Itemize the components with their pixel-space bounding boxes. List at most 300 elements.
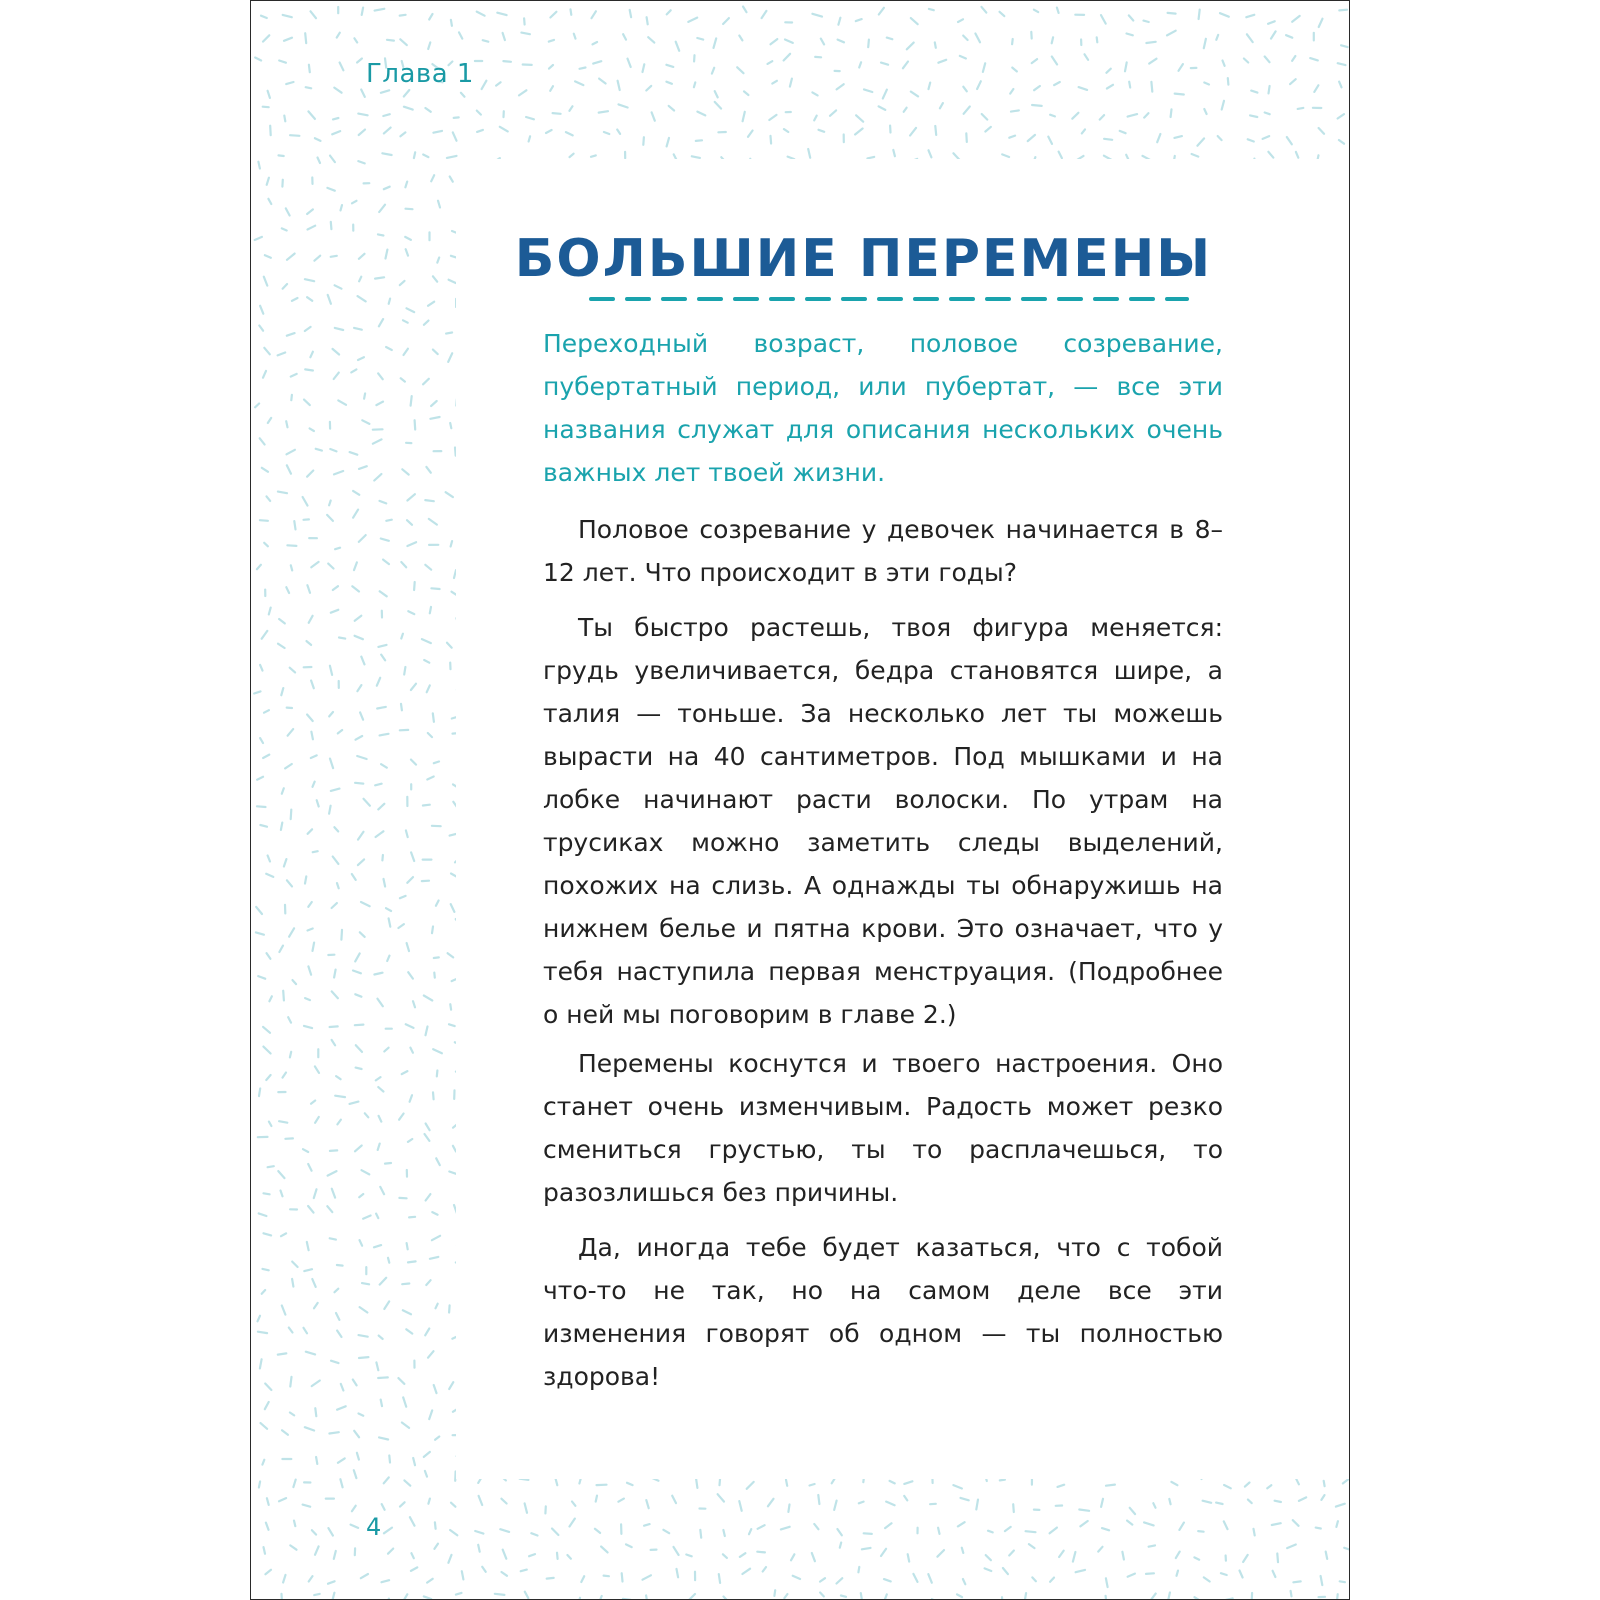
pattern-dash xyxy=(712,68,714,74)
pattern-dash xyxy=(304,1026,312,1028)
pattern-dash xyxy=(352,586,359,591)
pattern-dash xyxy=(862,1548,871,1549)
pattern-dash xyxy=(405,237,411,240)
pattern-dash xyxy=(380,1278,387,1285)
pattern-dash xyxy=(331,610,339,613)
pattern-dash xyxy=(333,586,338,590)
pattern-dash xyxy=(451,20,452,26)
pattern-dash xyxy=(1272,1523,1281,1525)
pattern-dash xyxy=(385,1163,391,1164)
pattern-dash xyxy=(599,111,608,112)
pattern-dash xyxy=(318,158,321,164)
pattern-dash xyxy=(958,19,963,22)
pattern-dash xyxy=(374,1245,381,1247)
pattern-dash xyxy=(380,734,389,736)
pattern-dash xyxy=(1000,1480,1005,1481)
body-paragraph-2: Ты быстро растешь, твоя фигура меняется: грудь увеличивается, бедра становятся шире, а талия — тоньше. За несколько лет ты можешь вырасти на 40 сантиметров. Под мышками и на лобке начинают расти волоски. По утрам на трусиках можно заметить следы выделений, похожих на слизь. А однажды ты обнаружишь на нижнем белье и пятна крови. Это означает, что у тебя наступила первая менструация. (Подробнее о ней мы поговорим в главе 2.) xyxy=(543,613,1223,1029)
pattern-dash xyxy=(838,18,840,25)
pattern-dash xyxy=(904,108,907,112)
pattern-dash xyxy=(840,1543,841,1548)
pattern-dash xyxy=(502,1572,508,1576)
pattern-dash xyxy=(599,79,606,84)
pattern-dash xyxy=(350,1102,359,1104)
pattern-dash xyxy=(547,1578,554,1579)
pattern-dash xyxy=(258,976,265,979)
pattern-dash xyxy=(841,1596,846,1597)
pattern-dash xyxy=(259,1482,260,1488)
pattern-dash xyxy=(1287,137,1292,144)
pattern-dash xyxy=(357,685,361,691)
pattern-dash xyxy=(365,1113,369,1117)
pattern-dash xyxy=(622,1573,623,1581)
pattern-dash xyxy=(672,1496,676,1503)
pattern-dash xyxy=(666,65,673,67)
pattern-dash xyxy=(503,1550,507,1559)
pattern-dash xyxy=(378,1087,383,1091)
pattern-dash xyxy=(330,1238,336,1239)
pattern-dash xyxy=(257,777,263,780)
pattern-dash xyxy=(278,644,285,648)
pattern-dash xyxy=(986,1555,991,1560)
pattern-dash xyxy=(279,1121,287,1123)
pattern-dash xyxy=(450,423,451,428)
pattern-dash xyxy=(1204,1577,1210,1581)
pattern-dash xyxy=(356,736,363,740)
pattern-dash xyxy=(742,1569,750,1574)
pattern-dash xyxy=(282,228,287,230)
pattern-dash xyxy=(305,33,306,43)
pattern-dash xyxy=(1144,21,1149,22)
pattern-dash xyxy=(1263,136,1270,139)
pattern-dash xyxy=(1245,1483,1250,1487)
pattern-dash xyxy=(648,37,654,42)
pattern-dash xyxy=(307,471,313,477)
pattern-dash xyxy=(305,279,314,281)
pattern-dash xyxy=(549,65,553,69)
pattern-dash xyxy=(330,666,332,675)
pattern-dash xyxy=(982,7,987,13)
pattern-dash xyxy=(1336,1504,1345,1507)
pattern-dash xyxy=(287,333,295,336)
pattern-dash xyxy=(1107,85,1113,89)
pattern-dash xyxy=(697,38,703,40)
pattern-dash xyxy=(1203,1501,1212,1503)
pattern-dash xyxy=(263,35,269,41)
pattern-dash xyxy=(425,1329,429,1336)
pattern-dash xyxy=(401,378,405,381)
pattern-dash xyxy=(264,710,269,713)
pattern-dash xyxy=(881,1549,886,1556)
pattern-dash xyxy=(377,678,380,686)
pattern-dash xyxy=(595,1529,600,1533)
pattern-dash xyxy=(427,685,430,692)
pattern-dash xyxy=(571,9,572,14)
pattern-dash xyxy=(598,1596,602,1600)
pattern-dash xyxy=(784,54,791,61)
pattern-dash xyxy=(332,991,338,998)
pattern-dash xyxy=(884,1579,891,1581)
pattern-dash xyxy=(314,1303,318,1308)
pattern-dash xyxy=(495,1594,505,1595)
pattern-dash xyxy=(330,1150,337,1151)
pattern-dash xyxy=(482,1567,486,1572)
pattern-dash xyxy=(376,402,383,406)
pattern-dash xyxy=(477,130,483,132)
pattern-dash xyxy=(362,8,363,15)
pattern-dash xyxy=(336,1313,339,1320)
pattern-dash xyxy=(355,783,363,784)
pattern-dash xyxy=(331,1361,339,1363)
pattern-dash xyxy=(1125,62,1127,71)
pattern-dash xyxy=(1298,108,1304,109)
pattern-dash xyxy=(337,1120,341,1125)
pattern-dash xyxy=(423,155,428,158)
pattern-dash xyxy=(414,152,415,158)
page-title: БОЛЬШИЕ ПЕРЕМЕНЫ xyxy=(514,229,1213,289)
pattern-dash xyxy=(398,924,404,928)
pattern-dash xyxy=(402,469,408,474)
pattern-dash xyxy=(362,1283,369,1284)
pattern-dash xyxy=(313,943,315,951)
pattern-dash xyxy=(985,127,990,132)
pattern-dash xyxy=(1240,1571,1243,1578)
pattern-dash xyxy=(985,1568,992,1571)
pattern-dash xyxy=(580,68,586,69)
pattern-dash xyxy=(575,81,583,85)
pattern-dash xyxy=(1003,1568,1008,1574)
pattern-dash xyxy=(307,297,312,301)
pattern-dash xyxy=(1176,1552,1180,1559)
pattern-dash xyxy=(311,11,317,18)
pattern-dash xyxy=(447,156,457,158)
pattern-dash xyxy=(1106,1578,1108,1587)
pattern-dash xyxy=(269,608,271,615)
pattern-dash xyxy=(307,1242,309,1250)
pattern-dash xyxy=(340,1479,342,1487)
pattern-dash xyxy=(461,93,465,97)
pattern-dash xyxy=(1146,42,1155,43)
pattern-dash xyxy=(749,1529,751,1534)
pattern-dash xyxy=(404,90,410,97)
pattern-dash xyxy=(1050,115,1055,117)
pattern-dash xyxy=(1290,79,1296,84)
pattern-dash xyxy=(315,1408,316,1416)
pattern-dash xyxy=(379,1437,388,1439)
pattern-dash xyxy=(379,1336,383,1339)
pattern-dash xyxy=(258,162,260,169)
pattern-dash xyxy=(1175,94,1184,95)
pattern-dash xyxy=(335,328,343,330)
pattern-dash xyxy=(1243,1555,1248,1562)
pattern-dash xyxy=(287,465,291,473)
pattern-dash xyxy=(425,1134,430,1141)
pattern-dash xyxy=(446,333,452,334)
pattern-dash xyxy=(386,520,392,521)
pattern-dash xyxy=(434,1544,438,1549)
pattern-dash xyxy=(1194,1557,1199,1559)
pattern-dash xyxy=(429,519,437,525)
pattern-dash xyxy=(406,249,408,255)
pattern-dash xyxy=(374,973,382,975)
pattern-dash xyxy=(855,129,863,135)
pattern-dash xyxy=(450,1530,457,1535)
pattern-dash xyxy=(448,353,452,362)
pattern-dash xyxy=(451,904,455,912)
pattern-dash xyxy=(1265,113,1270,115)
pattern-dash xyxy=(763,1567,766,1571)
pattern-dash xyxy=(669,106,674,111)
pattern-dash xyxy=(411,1567,417,1571)
pattern-dash xyxy=(289,1328,293,1333)
pattern-dash xyxy=(355,1025,364,1026)
pattern-dash xyxy=(1028,135,1035,141)
pattern-dash xyxy=(406,209,413,210)
pattern-dash xyxy=(1168,13,1176,14)
pattern-dash xyxy=(446,492,453,497)
pattern-dash xyxy=(437,258,439,263)
pattern-dash xyxy=(332,1040,336,1045)
pattern-dash xyxy=(313,851,318,852)
pattern-dash xyxy=(1128,114,1138,117)
pattern-dash xyxy=(305,327,311,331)
pattern-dash xyxy=(1129,15,1134,20)
pattern-dash xyxy=(411,1553,413,1558)
pattern-dash xyxy=(337,1331,341,1338)
pattern-dash xyxy=(426,1280,430,1285)
pattern-dash xyxy=(482,81,487,89)
pattern-dash xyxy=(341,930,342,940)
pattern-dash xyxy=(1026,1531,1036,1532)
pattern-dash xyxy=(785,40,793,43)
pattern-dash xyxy=(904,1496,907,1501)
pattern-dash xyxy=(1337,1594,1338,1600)
pattern-dash xyxy=(768,1499,774,1507)
pattern-dash xyxy=(364,394,365,399)
pattern-dash xyxy=(290,1377,291,1387)
pattern-dash xyxy=(307,585,310,593)
pattern-dash xyxy=(310,352,313,358)
pattern-dash xyxy=(423,805,430,806)
pattern-dash xyxy=(688,1594,695,1600)
pattern-dash xyxy=(359,1194,363,1197)
pattern-dash xyxy=(911,18,918,24)
pattern-dash xyxy=(696,1479,697,1488)
pattern-dash xyxy=(567,1555,571,1559)
pattern-dash xyxy=(1101,15,1106,24)
pattern-dash xyxy=(982,114,988,120)
pattern-dash xyxy=(306,87,312,88)
pattern-dash xyxy=(306,1352,315,1355)
pattern-dash xyxy=(292,1262,297,1267)
pattern-dash xyxy=(643,1575,651,1579)
pattern-dash xyxy=(315,1066,319,1073)
pattern-dash xyxy=(289,928,294,936)
pattern-dash xyxy=(407,943,409,951)
pattern-dash xyxy=(428,1351,434,1358)
pattern-dash xyxy=(688,18,697,22)
pattern-dash xyxy=(257,806,266,807)
pattern-dash xyxy=(449,1382,453,1389)
pattern-dash xyxy=(953,1485,962,1488)
pattern-dash xyxy=(332,903,337,908)
pattern-dash xyxy=(308,1206,313,1213)
pattern-dash xyxy=(307,715,313,722)
pattern-dash xyxy=(414,582,415,590)
pattern-dash xyxy=(304,1269,312,1271)
pattern-dash xyxy=(304,1328,308,1334)
pattern-dash xyxy=(834,1501,836,1510)
pattern-dash xyxy=(1293,1520,1299,1526)
pattern-dash xyxy=(334,827,338,831)
pattern-dash xyxy=(288,729,294,736)
pattern-dash xyxy=(268,199,271,204)
pattern-dash xyxy=(313,782,315,787)
pattern-dash xyxy=(260,520,268,521)
pattern-dash xyxy=(1223,61,1225,66)
book-page xyxy=(250,0,1350,1600)
pattern-dash xyxy=(377,707,386,709)
pattern-dash xyxy=(358,832,364,840)
pattern-dash xyxy=(1057,8,1059,13)
pattern-dash xyxy=(1244,59,1248,63)
pattern-dash xyxy=(1192,154,1199,157)
pattern-dash xyxy=(309,616,313,623)
pattern-dash xyxy=(388,1258,389,1263)
pattern-dash xyxy=(353,491,359,495)
pattern-dash xyxy=(859,1502,864,1504)
pattern-dash xyxy=(451,1503,455,1507)
pattern-dash xyxy=(1204,39,1206,48)
pattern-dash xyxy=(266,1523,269,1530)
pattern-dash xyxy=(400,39,407,45)
pattern-dash xyxy=(1216,35,1218,40)
pattern-dash xyxy=(328,295,331,304)
pattern-dash xyxy=(1291,1591,1292,1596)
pattern-dash xyxy=(359,277,361,282)
pattern-dash xyxy=(350,452,358,455)
pattern-dash xyxy=(308,1164,311,1171)
pattern-dash xyxy=(1012,68,1017,72)
pattern-dash xyxy=(868,40,869,48)
pattern-dash xyxy=(519,90,526,95)
pattern-dash xyxy=(652,112,655,120)
pattern-dash xyxy=(411,852,414,861)
pattern-dash xyxy=(355,616,362,621)
pattern-dash xyxy=(403,1397,406,1406)
pattern-dash xyxy=(410,1095,412,1102)
pattern-dash xyxy=(405,182,407,188)
pattern-dash xyxy=(1034,10,1038,12)
pattern-dash xyxy=(1319,19,1323,27)
pattern-dash xyxy=(887,38,893,40)
pattern-dash xyxy=(384,1477,389,1483)
pattern-dash xyxy=(260,1359,262,1368)
pattern-dash xyxy=(525,1592,529,1598)
pattern-dash xyxy=(1268,152,1273,158)
pattern-dash xyxy=(433,713,434,722)
pattern-dash xyxy=(264,543,268,547)
pattern-dash xyxy=(263,1047,270,1054)
pattern-dash xyxy=(961,1498,969,1500)
pattern-dash xyxy=(550,86,553,91)
pattern-dash xyxy=(357,756,366,759)
pattern-dash xyxy=(1265,57,1270,63)
pattern-dash xyxy=(1168,1593,1170,1600)
pattern-dash xyxy=(477,111,481,115)
pattern-dash xyxy=(449,1305,450,1312)
pattern-dash xyxy=(521,1570,527,1572)
pattern-dash xyxy=(309,65,310,73)
pattern-dash xyxy=(436,901,439,906)
pattern-dash xyxy=(937,1550,944,1557)
pattern-dash xyxy=(1151,82,1152,92)
pattern-dash xyxy=(550,12,556,18)
pattern-dash xyxy=(724,1597,731,1600)
pattern-dash xyxy=(821,39,824,45)
pattern-dash xyxy=(859,62,861,67)
pattern-dash xyxy=(379,205,385,212)
pattern-dash xyxy=(1144,113,1148,117)
pattern-dash xyxy=(1224,1485,1231,1488)
pattern-dash xyxy=(312,1381,320,1387)
pattern-dash xyxy=(278,1171,284,1178)
pattern-dash xyxy=(1073,1552,1076,1562)
pattern-dash xyxy=(384,1528,392,1534)
pattern-dash xyxy=(477,12,485,16)
chapter-label: Глава 1 xyxy=(366,59,474,89)
pattern-dash xyxy=(389,299,390,304)
pattern-dash xyxy=(316,1457,317,1464)
pattern-dash xyxy=(686,1555,691,1557)
pattern-dash xyxy=(303,1149,308,1152)
pattern-dash xyxy=(334,88,341,93)
pattern-dash xyxy=(879,8,884,15)
pattern-dash xyxy=(1005,1527,1011,1531)
pattern-dash xyxy=(963,1579,965,1584)
pattern-dash xyxy=(531,1533,537,1535)
pattern-dash xyxy=(381,90,389,93)
pattern-dash xyxy=(411,684,416,690)
pattern-dash xyxy=(386,250,388,259)
pattern-dash xyxy=(286,587,289,593)
pattern-dash xyxy=(1248,139,1254,141)
pattern-dash xyxy=(334,970,336,978)
pattern-dash xyxy=(1058,1485,1065,1487)
pattern-dash xyxy=(386,347,392,350)
pattern-dash xyxy=(1100,115,1104,120)
pattern-dash xyxy=(596,1496,597,1502)
pattern-dash xyxy=(1029,1544,1035,1548)
pattern-dash xyxy=(278,353,286,356)
pattern-dash xyxy=(666,82,672,84)
pattern-dash xyxy=(929,83,931,90)
pattern-dash xyxy=(264,1233,272,1235)
pattern-dash xyxy=(525,1503,527,1512)
pattern-dash xyxy=(771,39,778,44)
pattern-dash xyxy=(426,1194,431,1200)
pattern-dash xyxy=(374,474,381,481)
pattern-dash xyxy=(719,1574,720,1583)
pattern-dash xyxy=(1197,138,1204,145)
pattern-dash xyxy=(604,1576,609,1577)
pattern-dash xyxy=(957,1594,962,1597)
pattern-dash xyxy=(1144,1522,1154,1525)
pattern-dash xyxy=(820,1593,824,1597)
pattern-dash xyxy=(338,730,342,733)
pattern-dash xyxy=(364,799,370,806)
pattern-dash xyxy=(447,643,452,648)
pattern-dash xyxy=(314,256,320,261)
